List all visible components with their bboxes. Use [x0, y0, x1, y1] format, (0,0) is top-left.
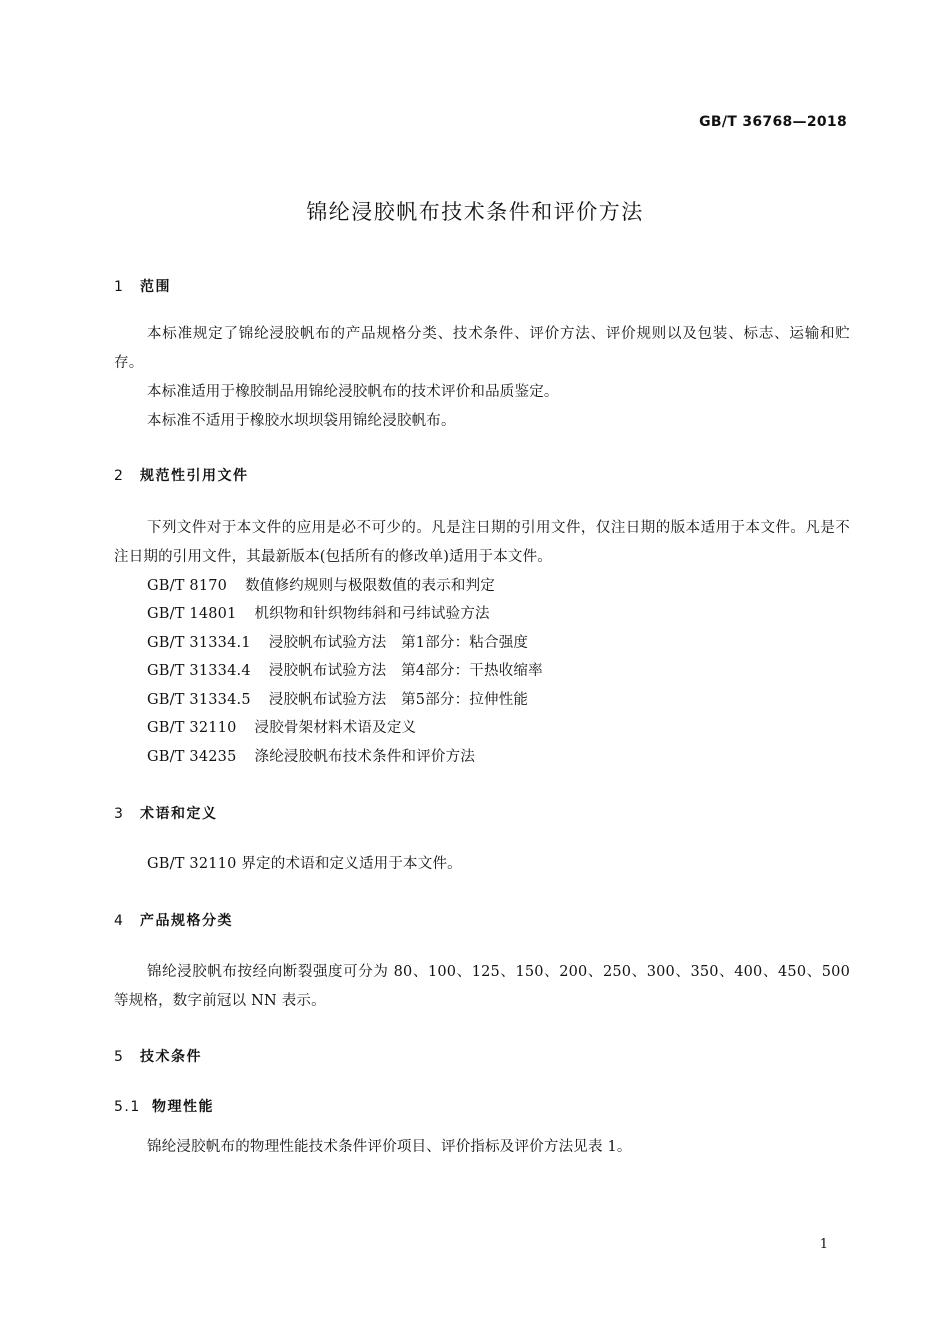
reference-title: 浸胶帆布试验方法 第4部分：干热收缩率: [268, 663, 543, 679]
reference-title: 浸胶帆布试验方法 第1部分：粘合强度: [268, 635, 529, 651]
section-title: 技术条件: [140, 1049, 202, 1065]
reference-title: 浸胶骨架材料术语及定义: [254, 720, 417, 736]
reference-title: 浸胶帆布试验方法 第5部分：拉伸性能: [268, 692, 529, 708]
reference-code: GB/T 31334.5: [147, 692, 251, 708]
subsection-title: 物理性能: [152, 1099, 214, 1115]
section-2-intro: 下列文件对于本文件的应用是必不可少的。凡是注日期的引用文件，仅注日期的版本适用于本文件。凡是不注日期的引用文件，其最新版本(包括所有的修改单)适用于本文件。: [114, 520, 850, 565]
reference-code: GB/T 14801: [147, 606, 237, 622]
reference-code: GB/T 34235: [147, 749, 237, 765]
section-2-heading: [114, 465, 249, 485]
section-1-paragraph-2: 本标准适用于橡胶制品用锦纶浸胶帆布的技术评价和品质鉴定。: [147, 384, 559, 400]
subsection-5-1-paragraph: 锦纶浸胶帆布的物理性能技术条件评价项目、评价指标及评价方法见表 1。: [147, 1139, 632, 1155]
subsection-5-1-heading: [114, 1096, 214, 1116]
section-4-paragraph: 锦纶浸胶帆布按经向断裂强度可分为 80、100、125、150、200、250、300、350、400、450、500 等规格，数字前冠以 NN 表示。: [114, 964, 850, 1009]
section-4-heading: [114, 910, 233, 930]
section-number: 4: [114, 913, 125, 929]
page-number: 1: [819, 1237, 828, 1252]
reference-code: GB/T 32110: [147, 720, 237, 736]
document-code: GB/T 36768—2018: [699, 114, 847, 130]
section-number: 3: [114, 806, 125, 822]
reference-item: [147, 600, 490, 629]
reference-item: [147, 572, 495, 601]
section-number: 1: [114, 279, 125, 295]
subsection-number: 5.1: [114, 1099, 141, 1115]
section-number: 2: [114, 468, 125, 484]
reference-code: GB/T 31334.4: [147, 663, 251, 679]
section-3-heading: [114, 803, 218, 823]
section-3-paragraph: GB/T 32110 界定的术语和定义适用于本文件。: [147, 856, 462, 872]
section-title: 范围: [140, 279, 171, 295]
reference-item: [147, 714, 416, 743]
section-5-heading: [114, 1046, 202, 1066]
section-number: 5: [114, 1049, 125, 1065]
reference-item: [147, 629, 528, 658]
reference-title: 涤纶浸胶帆布技术条件和评价方法: [254, 749, 476, 765]
document-title: 锦纶浸胶帆布技术条件和评价方法: [306, 200, 644, 224]
section-title: 术语和定义: [140, 806, 218, 822]
reference-title: 数值修约规则与极限数值的表示和判定: [245, 578, 496, 594]
section-1-paragraph-1: 本标准规定了锦纶浸胶帆布的产品规格分类、技术条件、评价方法、评价规则以及包装、标志、运输和贮存。: [114, 326, 850, 371]
section-1-paragraph-3: 本标准不适用于橡胶水坝坝袋用锦纶浸胶帆布。: [147, 413, 456, 429]
reference-code: GB/T 31334.1: [147, 635, 251, 651]
section-title: 规范性引用文件: [140, 468, 249, 484]
reference-code: GB/T 8170: [147, 578, 228, 594]
section-title: 产品规格分类: [140, 913, 233, 929]
reference-title: 机织物和针织物纬斜和弓纬试验方法: [254, 606, 490, 622]
reference-item: [147, 686, 528, 715]
reference-item: [147, 657, 543, 686]
reference-item: [147, 743, 475, 772]
section-1-heading: [114, 276, 171, 296]
